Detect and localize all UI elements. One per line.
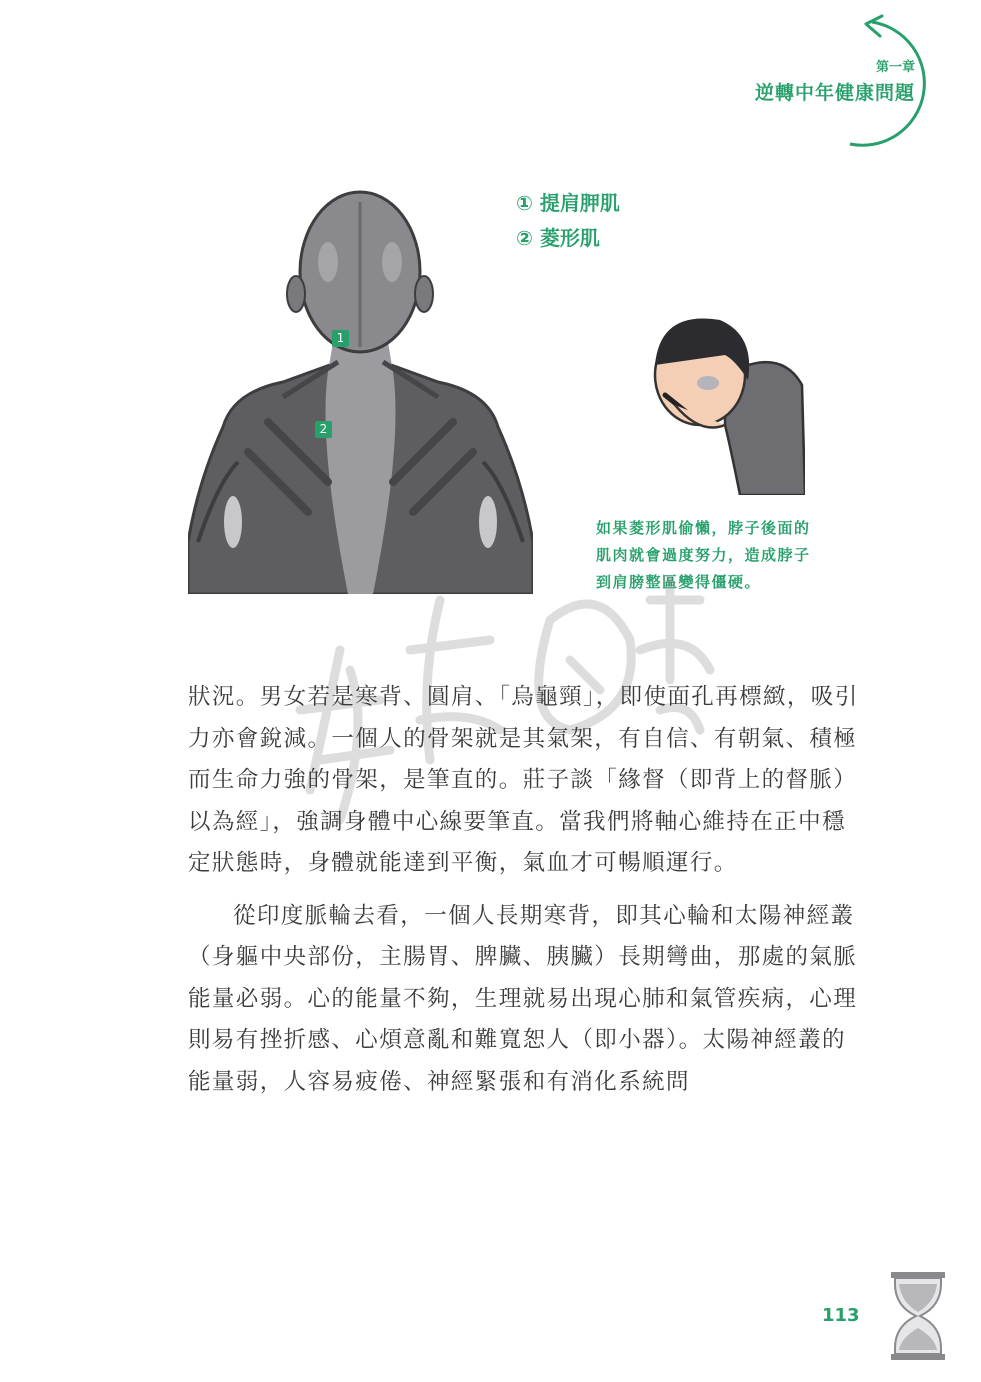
hourglass-icon: [891, 1272, 945, 1360]
body-text: [188, 677, 860, 1114]
chapter-label: 第一章: [875, 60, 915, 75]
chapter-title: 逆轉中年健康問題: [754, 82, 915, 104]
paragraph: 從印度脈輪去看，一個人長期寒背，即其心輪和太陽神經叢（身軀中央部份，主腸胃、脾臟、胰臟）長期彎曲，那處的氣脈能量必弱。心的能量不夠，生理就易出現心肺和氣管疾病，心理則易有挫折感、心煩意亂和難寬恕人（即小器）。太陽神經叢的能量弱，人容易疲倦、神經緊張和有消化系統問: [188, 902, 858, 1095]
caption-line: 如果菱形肌偷懶，脖子後面的: [596, 519, 811, 537]
back-muscles-illustration: [188, 182, 533, 594]
muscle-legend: [516, 186, 620, 256]
muscle-marker-1: 1: [332, 330, 349, 347]
legend-item-levator-scapulae: ① 提肩胛肌: [516, 191, 620, 215]
paragraph: 狀況。男女若是寒背、圓肩、「烏龜頸」，即使面孔再標緻，吸引力亦會銳減。一個人的骨架就是其氣架，有自信、有朝氣、積極而生命力強的骨架，是筆直的。莊子談「緣督（即背上的督脈）以為經」，強調身體中心線要筆直。當我們將軸心維持在正中穩定狀態時，身體就能達到平衡，氣血才可暢順運行。: [188, 684, 859, 876]
legend-item-rhomboid: ② 菱形肌: [516, 226, 600, 250]
caption-line: 肌肉就會過度努力，造成脖子: [596, 546, 811, 564]
page-number: 113: [822, 1305, 860, 1326]
caption-line: 到肩膀整區變得僵硬。: [596, 573, 762, 591]
boy-with-phone-illustration: [630, 305, 805, 495]
muscle-marker-2: 2: [315, 421, 332, 438]
